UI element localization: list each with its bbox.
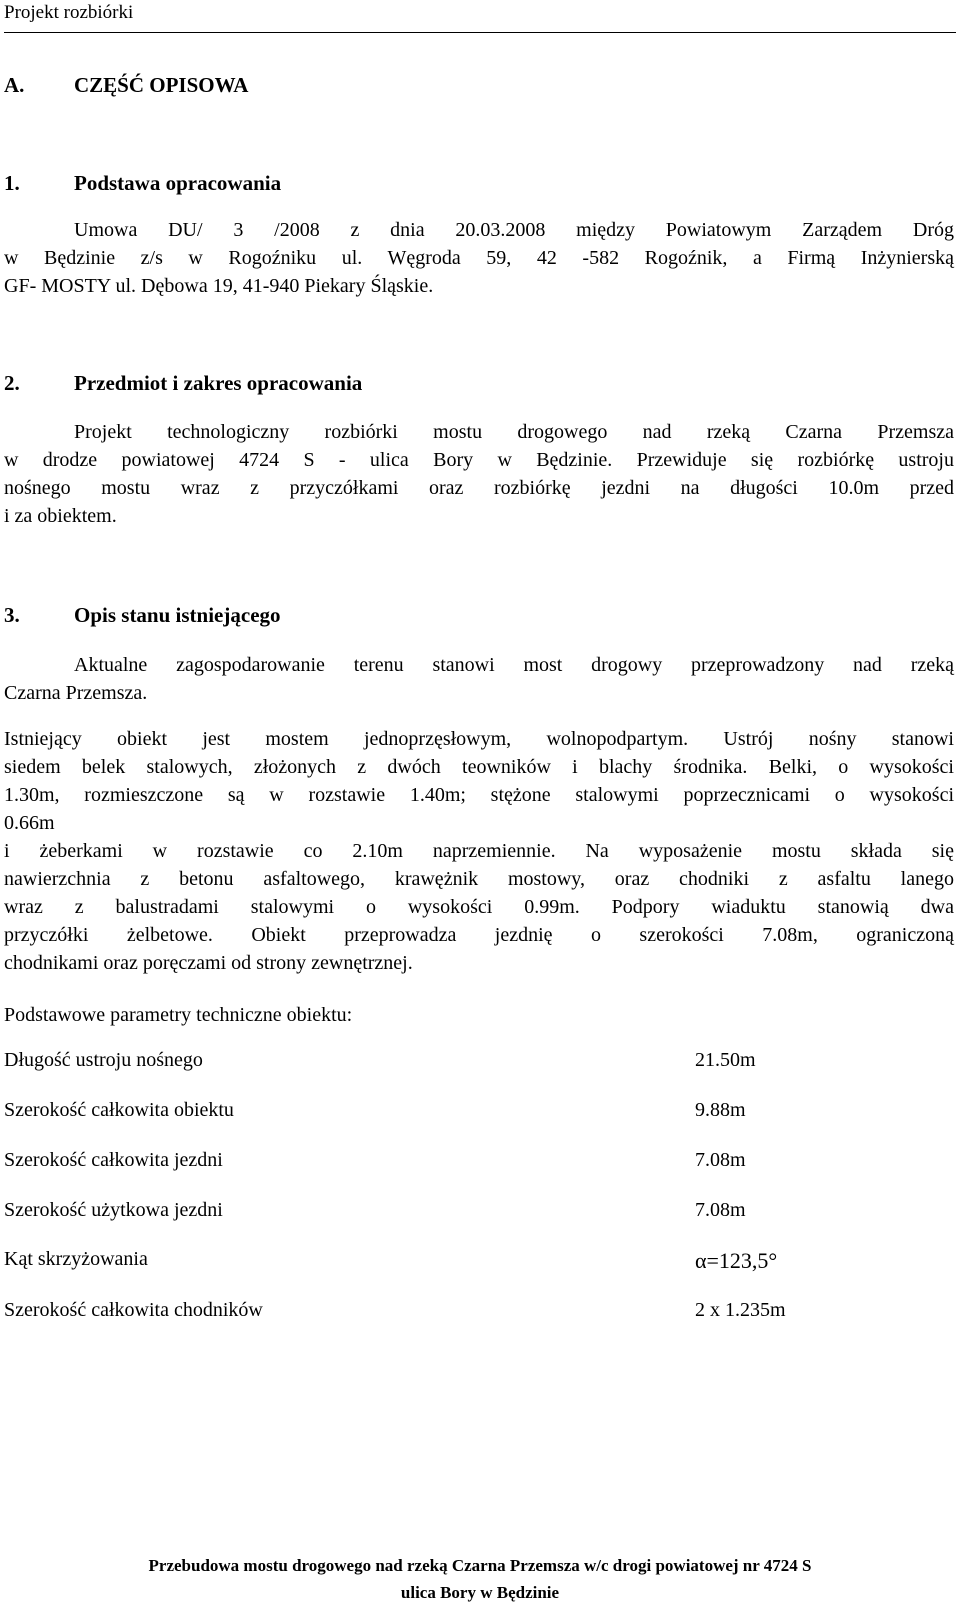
param-label: Szerokość całkowita jezdni — [4, 1149, 223, 1171]
param-value: 2 x 1.235m — [695, 1299, 786, 1321]
section-a-number: A. — [4, 73, 25, 97]
s3-p1-line-1: Aktualne zagospodarowanie terenu stanowi most drogowy przeprowadzony nad rzeką — [74, 654, 954, 676]
param-label: Długość ustroju nośnego — [4, 1049, 203, 1071]
s2-line-4: i za obiektem. — [4, 505, 117, 527]
param-value: 7.08m — [695, 1149, 746, 1171]
param-value: α=123,5° — [695, 1248, 778, 1273]
section-3-title: Opis stanu istniejącego — [74, 603, 281, 627]
s3-p1-line-2: Czarna Przemsza. — [4, 682, 148, 704]
s3-p2-line-4: 0.66m — [4, 812, 55, 834]
footer-line-2: ulica Bory w Będzinie — [400, 1583, 560, 1602]
s1-line-2: w Będzinie z/s w Rogoźniku ul. Węgroda 59, 42 -582 Rogoźnik, a Firmą Inżynierską — [4, 247, 954, 269]
s2-line-2: w drodze powiatowej 4724 S - ulica Bory w Będzinie. Przewiduje się rozbiórkę ustroju — [4, 449, 954, 471]
s3-p2-line-2: siedem belek stalowych, złożonych z dwóch teowników i blachy środnika. Belki, o wysokości — [4, 756, 954, 778]
param-value: 9.88m — [695, 1099, 746, 1121]
params-heading: Podstawowe parametry techniczne obiektu: — [4, 1004, 353, 1026]
param-value: 7.08m — [695, 1199, 746, 1221]
section-1-title: Podstawa opracowania — [74, 171, 282, 195]
section-1-number: 1. — [4, 171, 20, 195]
s3-p2-line-8: przyczółki żelbetowe. Obiekt przeprowadza jezdnię o szerokości 7.08m, ograniczoną — [4, 924, 954, 946]
s1-line-1: Umowa DU/ 3 /2008 z dnia 20.03.2008 między Powiatowym Zarządem Dróg — [74, 219, 954, 241]
section-3-number: 3. — [4, 603, 20, 627]
s1-line-3: GF- MOSTY ul. Dębowa 19, 41-940 Piekary Śląskie. — [4, 275, 434, 297]
page-header-title: Projekt rozbiórki — [4, 2, 134, 23]
section-2-number: 2. — [4, 371, 20, 395]
s3-p2-line-5: i żeberkami w rozstawie co 2.10m naprzemiennie. Na wyposażenie mostu składa się — [4, 840, 954, 862]
s3-p2-line-1: Istniejący obiekt jest mostem jednoprzęsłowym, wolnopodpartym. Ustrój nośny stanowi — [4, 728, 954, 750]
s3-p2-line-6: nawierzchnia z betonu asfaltowego, krawężnik mostowy, oraz chodniki z asfaltu lanego — [4, 868, 954, 890]
param-label: Szerokość użytkowa jezdni — [4, 1199, 223, 1221]
s3-p2-line-3: 1.30m, rozmieszczone są w rozstawie 1.40m; stężone stalowymi poprzecznicami o wysokości — [4, 784, 954, 806]
section-a-title: CZĘŚĆ OPISOWA — [74, 73, 249, 97]
s3-p2-line-9: chodnikami oraz poręczami od strony zewnętrznej. — [4, 952, 413, 974]
s2-line-1: Projekt technologiczny rozbiórki mostu drogowego nad rzeką Czarna Przemsza — [74, 421, 954, 443]
param-label: Szerokość całkowita obiektu — [4, 1099, 234, 1121]
section-2-title: Przedmiot i zakres opracowania — [74, 371, 363, 395]
param-value: 21.50m — [695, 1049, 756, 1071]
param-label: Kąt skrzyżowania — [4, 1248, 148, 1270]
s2-line-3: nośnego mostu wraz z przyczółkami oraz rozbiórkę jezdni na długości 10.0m przed — [4, 477, 954, 499]
s3-p2-line-7: wraz z balustradami stalowymi o wysokości 0.99m. Podpory wiaduktu stanowią dwa — [4, 896, 954, 918]
footer-line-1: Przebudowa mostu drogowego nad rzeką Czarna Przemsza w/c drogi powiatowej nr 4724 S — [148, 1556, 812, 1575]
param-label: Szerokość całkowita chodników — [4, 1299, 263, 1321]
header-rule — [4, 32, 956, 33]
